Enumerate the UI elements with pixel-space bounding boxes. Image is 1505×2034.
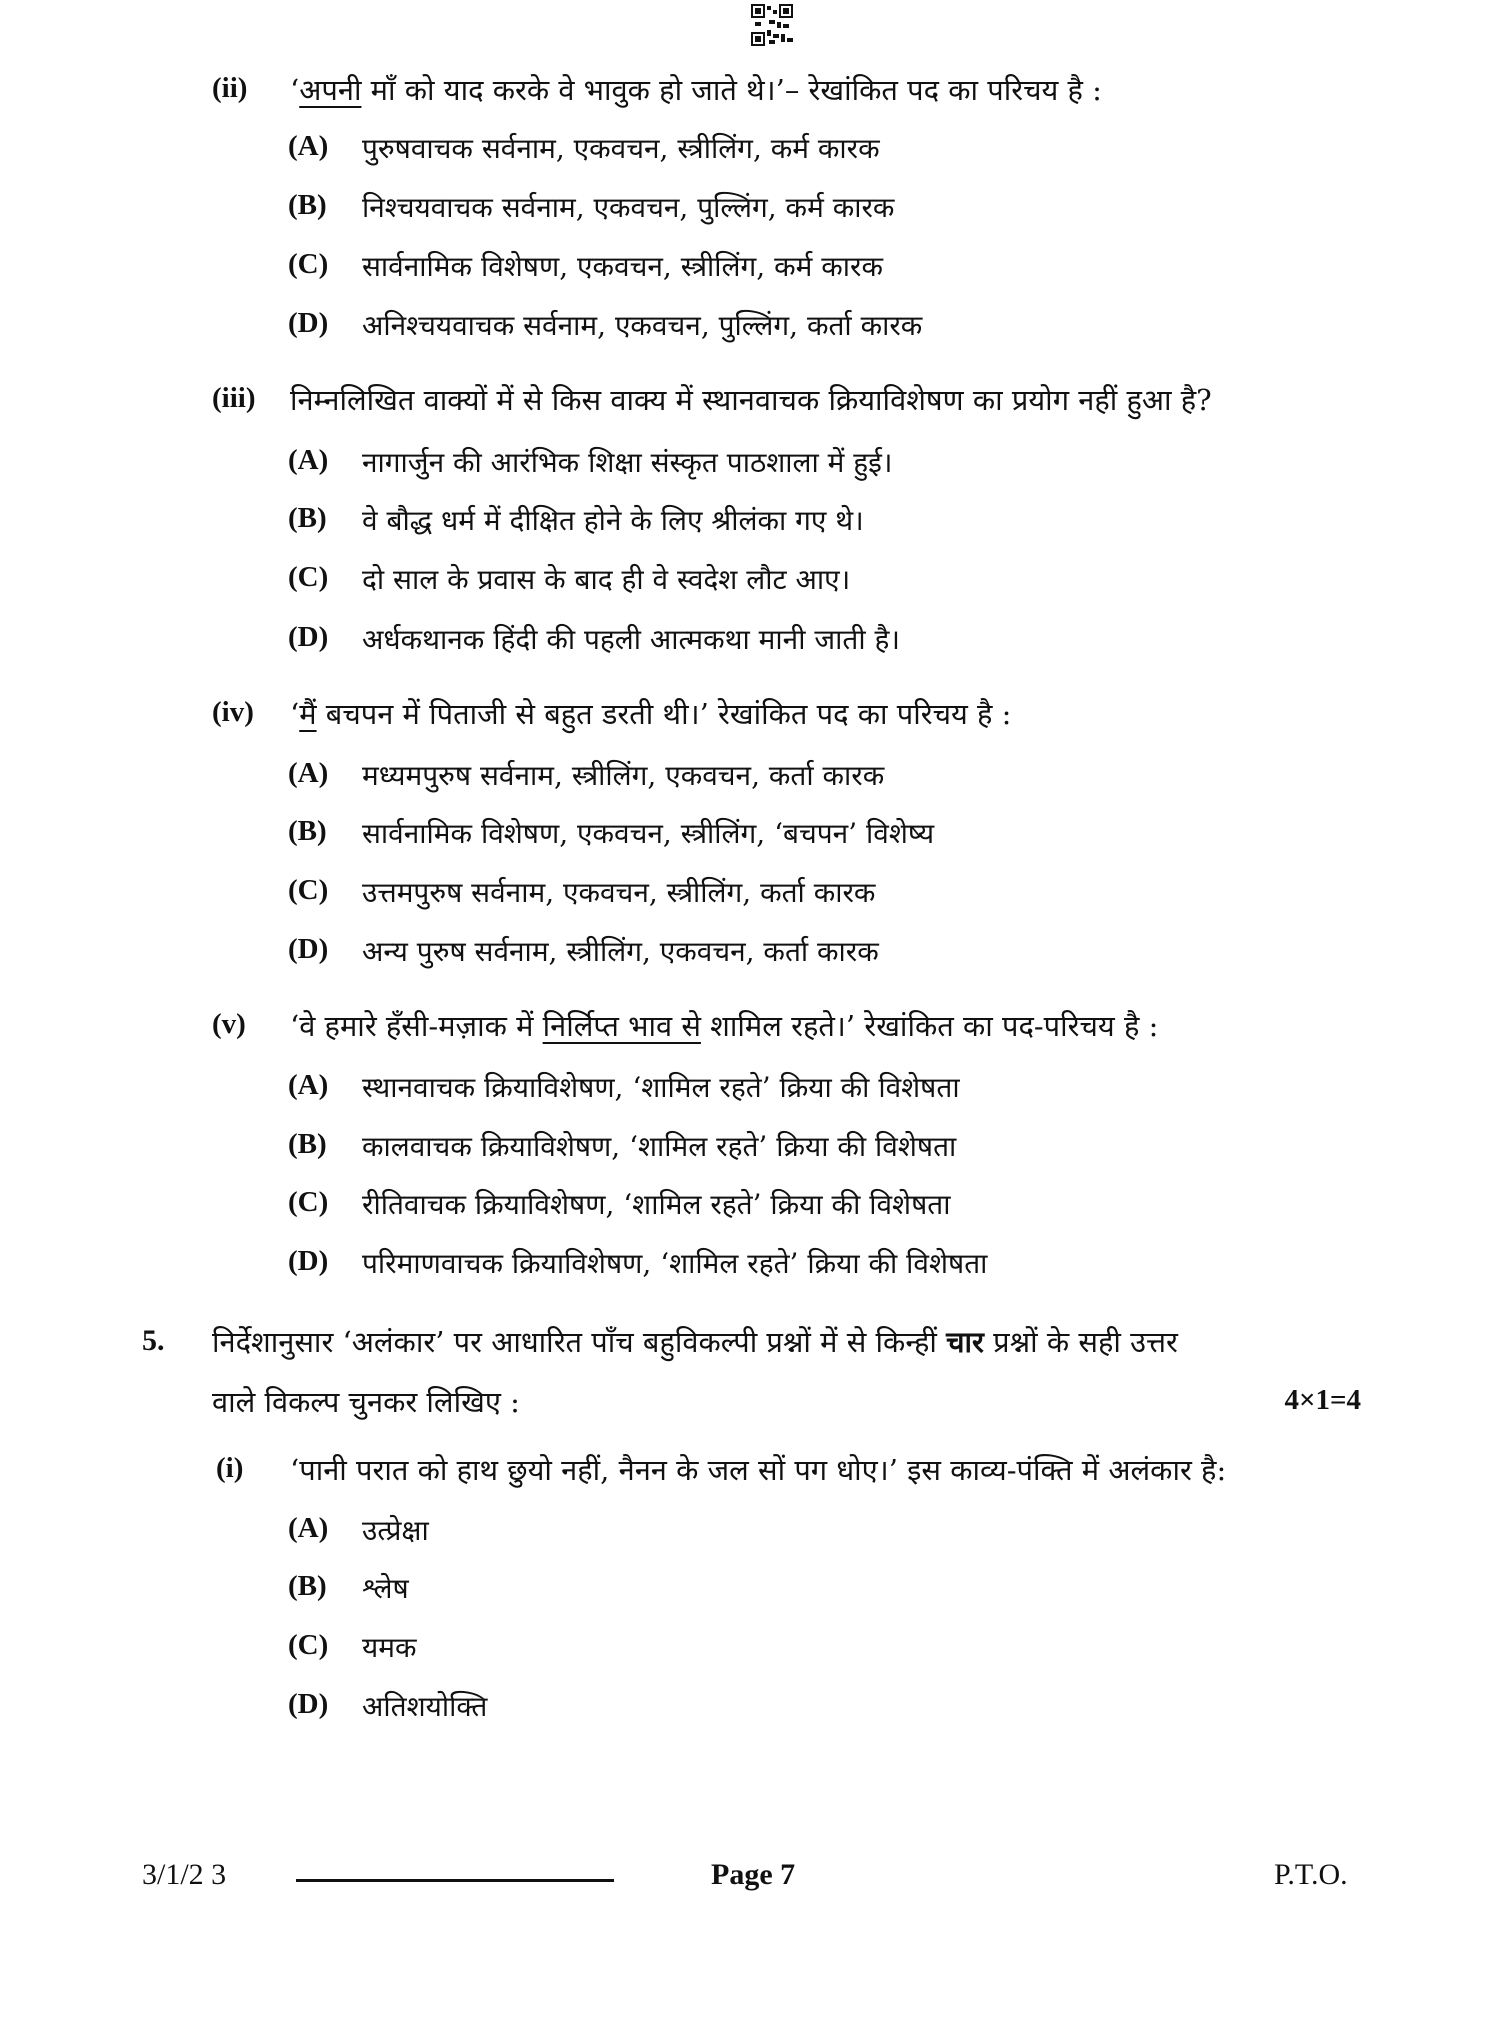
- underlined-phrase: निर्लिप्त भाव से: [542, 1009, 701, 1043]
- option-text: कालवाचक क्रियाविशेषण, ‘शामिल रहते’ क्रिया की विशेषता: [362, 1130, 957, 1163]
- option-letter: (D): [288, 933, 329, 965]
- question-number: (ii): [212, 72, 248, 104]
- option-text: यमक: [362, 1631, 417, 1664]
- option-text: पुरुषवाचक सर्वनाम, एकवचन, स्त्रीलिंग, कर्म कारक: [362, 132, 880, 165]
- question-number: (iv): [212, 696, 254, 728]
- option-letter: (A): [288, 1069, 329, 1101]
- option-text: अतिशयोक्ति: [362, 1690, 488, 1723]
- option-text: परिमाणवाचक क्रियाविशेषण, ‘शामिल रहते’ क्रिया की विशेषता: [362, 1247, 988, 1280]
- question-text: ‘वे हमारे हँसी-मज़ाक में निर्लिप्त भाव से शामिल रहते।’ रेखांकित का पद-परिचय है :: [290, 1009, 1159, 1043]
- underlined-word: अपनी: [299, 73, 362, 107]
- option-letter: (B): [288, 1570, 327, 1602]
- option-letter: (B): [288, 502, 327, 534]
- pto-label: P.T.O.: [1274, 1858, 1348, 1891]
- question-number: 5.: [142, 1324, 165, 1357]
- option-text: मध्यमपुरुष सर्वनाम, स्त्रीलिंग, एकवचन, कर्ता कारक: [362, 759, 885, 792]
- footer-divider: [296, 1879, 614, 1882]
- option-text: निश्चयवाचक सर्वनाम, एकवचन, पुल्लिंग, कर्म कारक: [362, 191, 895, 224]
- question-text: निर्देशानुसार ‘अलंकार’ पर आधारित पाँच बहुविकल्पी प्रश्नों में से किन्हीं चार प्रश्नों के सही उत्तर: [212, 1325, 1178, 1359]
- paper-code: 3/1/2 3: [142, 1858, 227, 1891]
- option-letter: (B): [288, 815, 327, 847]
- page-number: Page 7: [711, 1858, 796, 1891]
- qr-code-icon: [751, 4, 793, 46]
- question-number: (iii): [212, 382, 256, 414]
- option-letter: (A): [288, 130, 329, 162]
- underlined-word: मैं: [299, 697, 317, 731]
- option-text: रीतिवाचक क्रियाविशेषण, ‘शामिल रहते’ क्रिया की विशेषता: [362, 1188, 951, 1221]
- question-text: ‘मैं बचपन में पिताजी से बहुत डरती थी।’ रेखांकित पद का परिचय है :: [290, 697, 1012, 731]
- option-letter: (A): [288, 757, 329, 789]
- question-number: (i): [216, 1452, 244, 1484]
- option-text: सार्वनामिक विशेषण, एकवचन, स्त्रीलिंग, ‘बचपन’ विशेष्य: [362, 817, 935, 850]
- option-letter: (A): [288, 444, 329, 476]
- option-text: उत्प्रेक्षा: [362, 1514, 429, 1547]
- option-letter: (B): [288, 189, 327, 221]
- marks-label: 4×1=4: [1284, 1384, 1361, 1416]
- option-text: अर्धकथानक हिंदी की पहली आत्मकथा मानी जाती है।: [362, 623, 900, 656]
- option-letter: (C): [288, 1186, 329, 1218]
- option-letter: (C): [288, 561, 329, 593]
- question-text: निम्नलिखित वाक्यों में से किस वाक्य में स्थानवाचक क्रियाविशेषण का प्रयोग नहीं हुआ है?: [290, 383, 1212, 417]
- option-text: उत्तमपुरुष सर्वनाम, एकवचन, स्त्रीलिंग, कर्ता कारक: [362, 876, 876, 909]
- option-letter: (A): [288, 1512, 329, 1544]
- option-letter: (B): [288, 1128, 327, 1160]
- question-text: ‘अपनी माँ को याद करके वे भावुक हो जाते थे।’– रेखांकित पद का परिचय है :: [290, 73, 1102, 107]
- option-text: अनिश्चयवाचक सर्वनाम, एकवचन, पुल्लिंग, कर्ता कारक: [362, 309, 923, 342]
- option-letter: (C): [288, 1629, 329, 1661]
- option-text: स्थानवाचक क्रियाविशेषण, ‘शामिल रहते’ क्रिया की विशेषता: [362, 1071, 960, 1104]
- option-letter: (C): [288, 248, 329, 280]
- question-text-line2: वाले विकल्प चुनकर लिखिए :: [212, 1385, 520, 1419]
- question-number: (v): [212, 1008, 246, 1040]
- question-text: ‘पानी परात को हाथ छुयो नहीं, नैनन के जल सों पग धोए।’ इस काव्य-पंक्ति में अलंकार है:: [290, 1453, 1227, 1487]
- option-text: नागार्जुन की आरंभिक शिक्षा संस्कृत पाठशाला में हुई।: [362, 446, 893, 479]
- option-text: दो साल के प्रवास के बाद ही वे स्वदेश लौट आए।: [362, 563, 851, 596]
- option-letter: (D): [288, 1245, 329, 1277]
- option-text: श्लेष: [362, 1572, 409, 1605]
- option-letter: (C): [288, 874, 329, 906]
- option-text: अन्य पुरुष सर्वनाम, स्त्रीलिंग, एकवचन, कर्ता कारक: [362, 935, 879, 968]
- option-text: सार्वनामिक विशेषण, एकवचन, स्त्रीलिंग, कर्म कारक: [362, 250, 883, 283]
- option-letter: (D): [288, 307, 329, 339]
- option-letter: (D): [288, 621, 329, 653]
- option-text: वे बौद्ध धर्म में दीक्षित होने के लिए श्रीलंका गए थे।: [362, 504, 864, 537]
- option-letter: (D): [288, 1688, 329, 1720]
